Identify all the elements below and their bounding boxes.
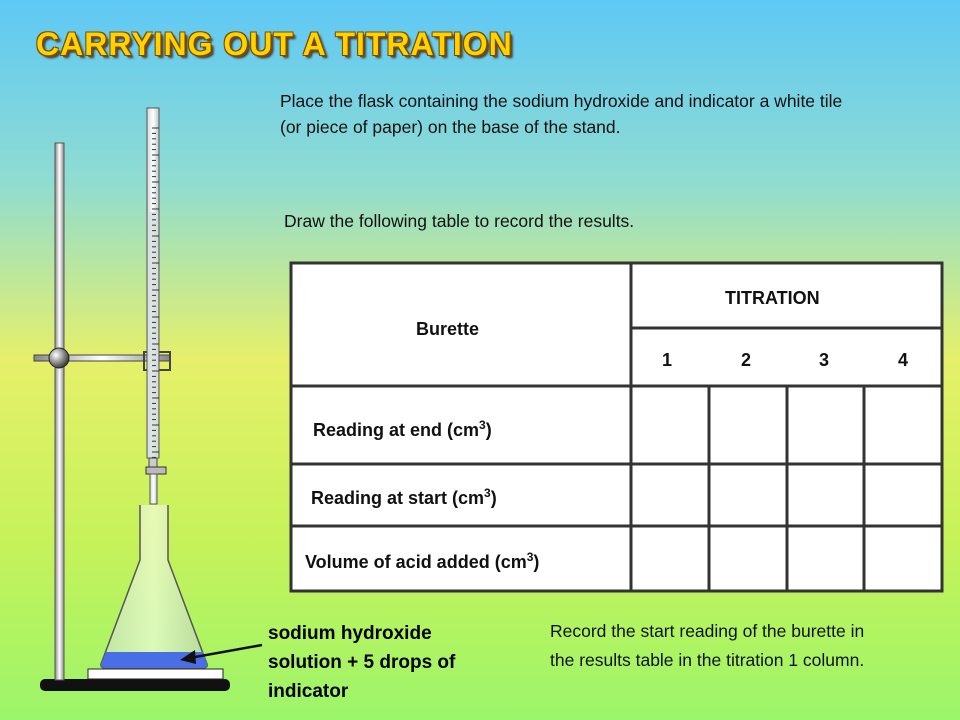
titration-header: TITRATION: [725, 288, 820, 308]
row-header-burette: Burette: [416, 319, 480, 339]
column-header-1: 1: [662, 350, 673, 370]
slide-title: CARRYING OUT A TITRATION: [36, 26, 513, 62]
row-label-volume-added: Volume of acid added $(cm^3)$: [305, 550, 540, 572]
intro-text: Place the flask containing the sodium hydroxide and indicator a white tile (or piece of paper) on the base of the stand.: [280, 91, 843, 137]
row-label-reading-end: Reading at end $(cm^3)$: [313, 418, 492, 440]
flask-label: sodium hydroxide solution + 5 drops of indicator: [268, 623, 456, 702]
column-header-2: 2: [741, 350, 752, 370]
column-header-3: 3: [819, 350, 830, 370]
table-instruction: Draw the following table to record the results.: [284, 211, 635, 231]
column-header-4: 4: [898, 350, 909, 370]
row-label-reading-start: Reading at start $(cm^3)$: [311, 486, 497, 508]
record-instruction: Record the start reading of the burette in the results table in the titration 1 column.: [550, 621, 865, 670]
